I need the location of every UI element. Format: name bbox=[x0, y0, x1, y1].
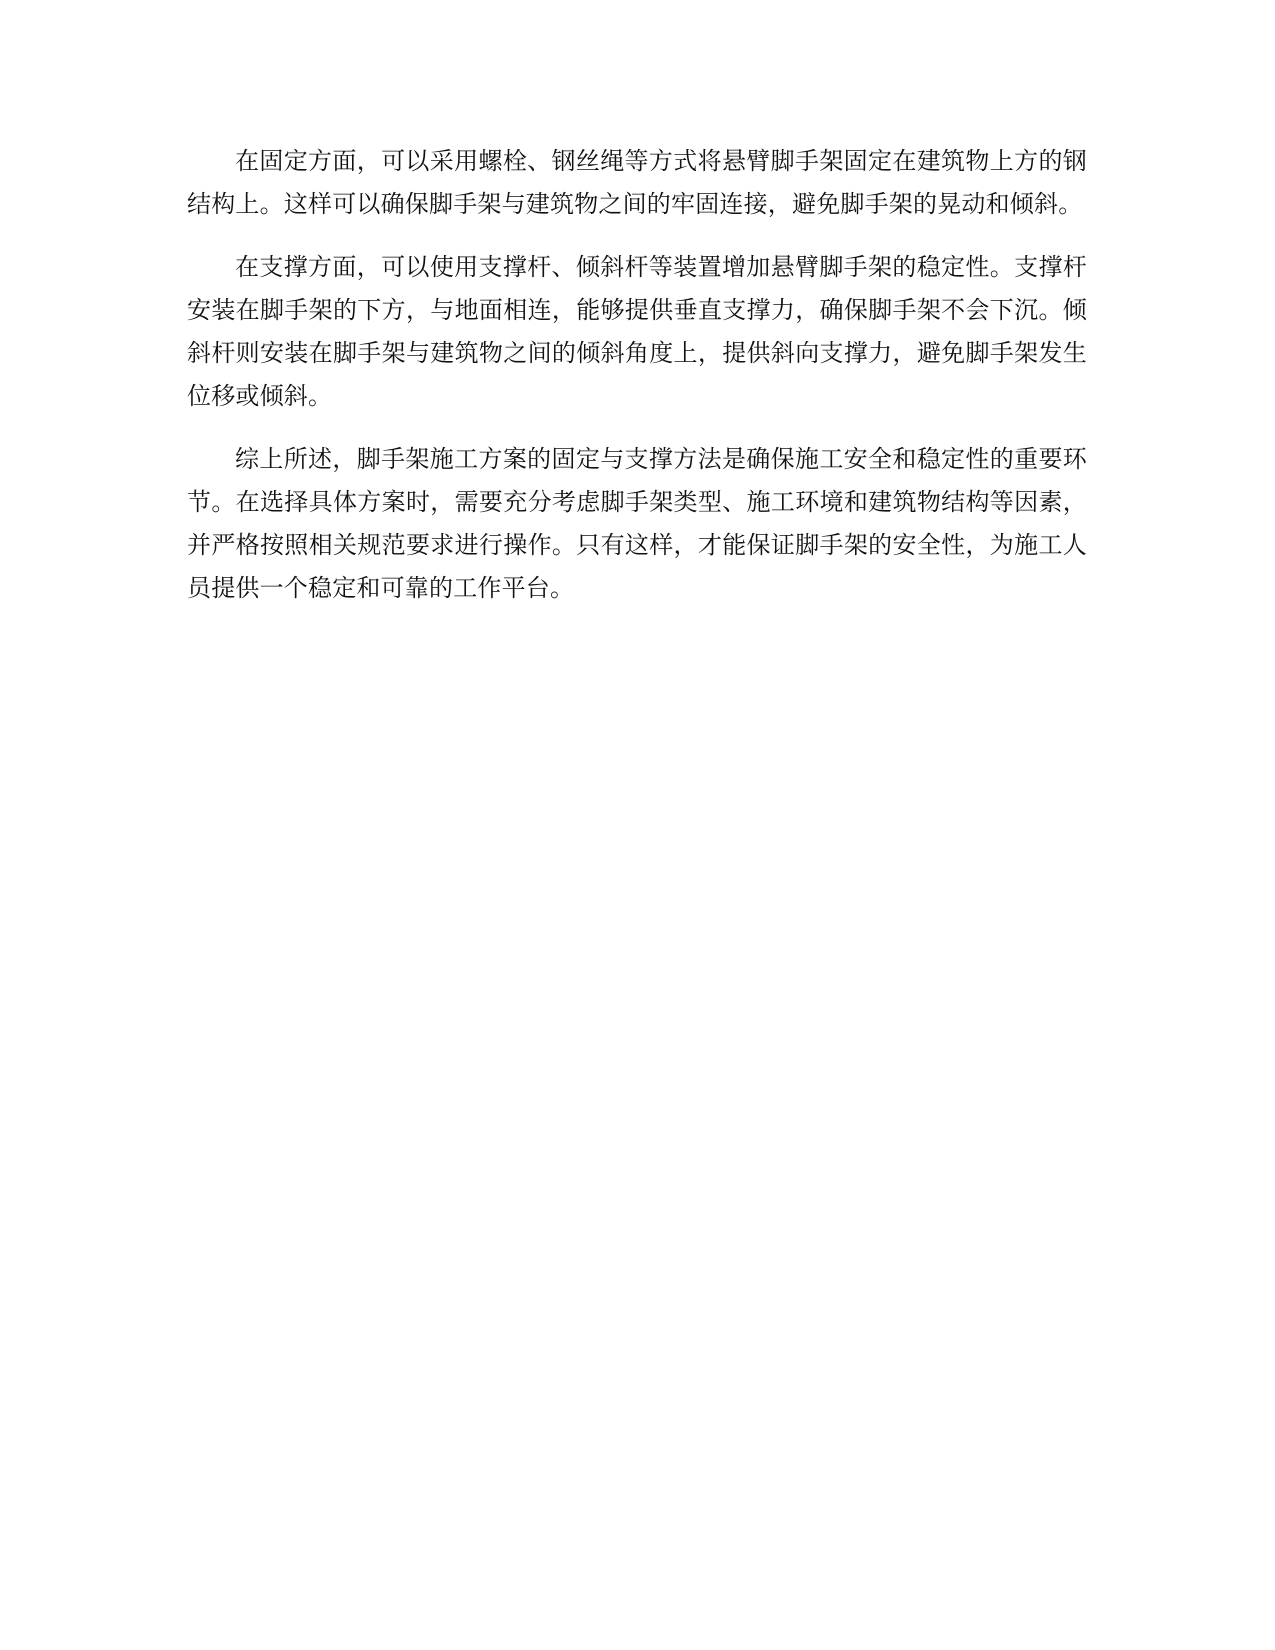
paragraph-support-method: 在支撑方面，可以使用支撑杆、倾斜杆等装置增加悬臂脚手架的稳定性。支撑杆安装在脚手架的下方，与地面相连，能够提供垂直支撑力，确保脚手架不会下沉。倾斜杆则安装在脚手架与建筑物之间的倾斜角度上，提供斜向支撑力，避免脚手架发生位移或倾斜。 bbox=[187, 253, 1087, 410]
document-body bbox=[187, 140, 1087, 630]
paragraph-summary: 综上所述，脚手架施工方案的固定与支撑方法是确保施工安全和稳定性的重要环节。在选择具体方案时，需要充分考虑脚手架类型、施工环境和建筑物结构等因素，并严格按照相关规范要求进行操作。只有这样，才能保证脚手架的安全性，为施工人员提供一个稳定和可靠的工作平台。 bbox=[187, 445, 1087, 602]
paragraph-fixing-method: 在固定方面，可以采用螺栓、钢丝绳等方式将悬臂脚手架固定在建筑物上方的钢结构上。这样可以确保脚手架与建筑物之间的牢固连接，避免脚手架的晃动和倾斜。 bbox=[187, 147, 1087, 218]
